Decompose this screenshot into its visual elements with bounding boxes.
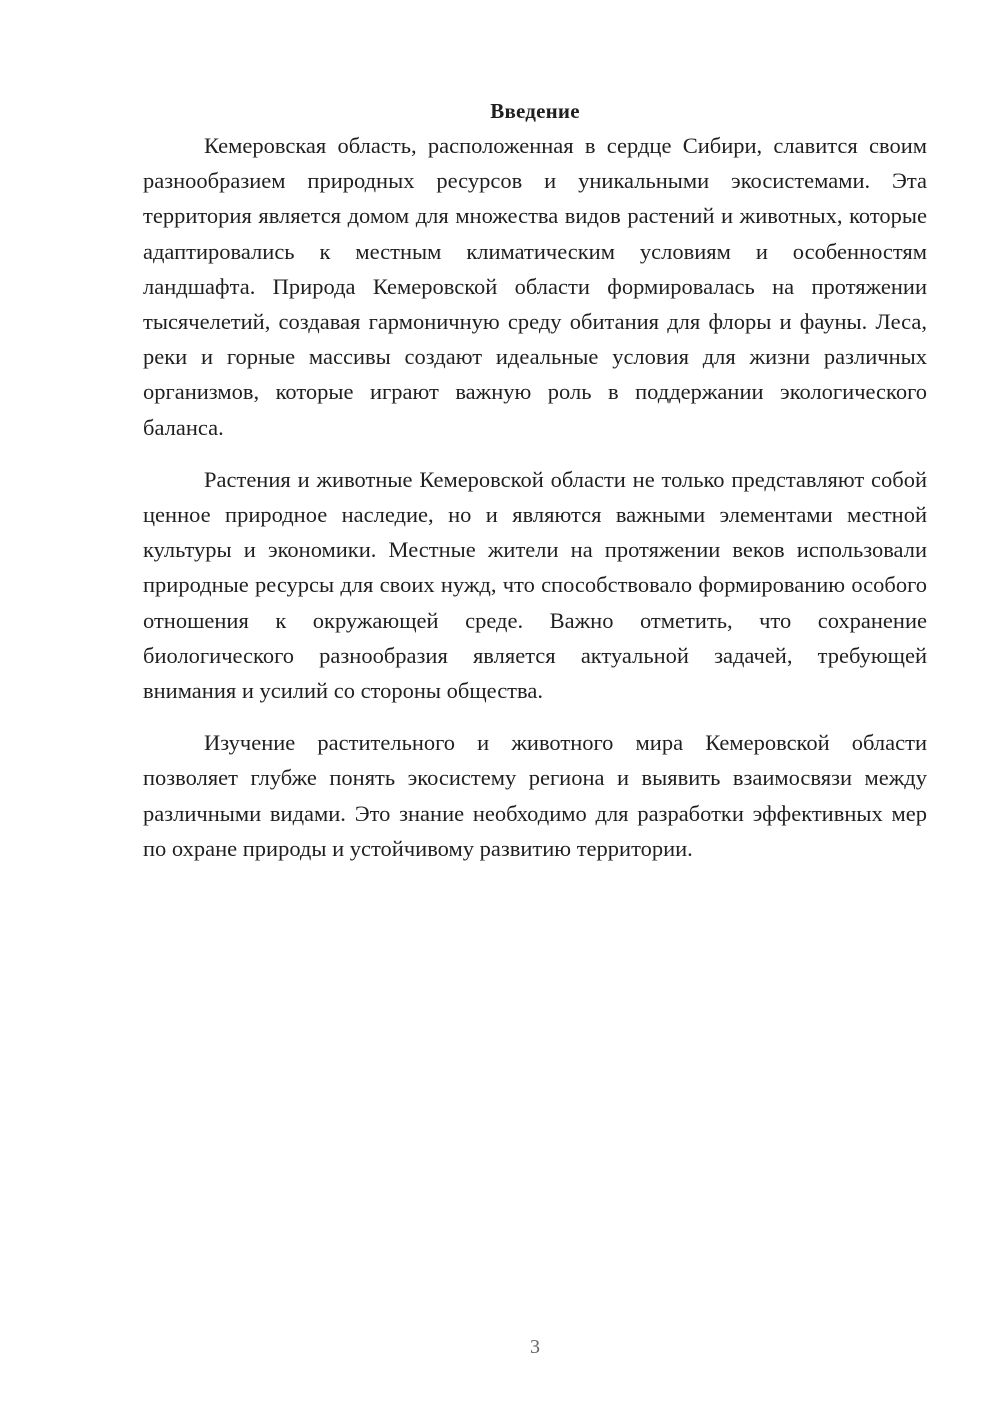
paragraph-2: Растения и животные Кемеровской области не только представляют собой ценное природное наследие, но и являются важными элементами местной культуры и экономики. Местные жители на протяжении веков использовали природные ресурсы для своих нужд, что способствовало формированию особого отношения к окружающей среде. Важно отметить, что сохранение биологического разнообразия является актуальной задачей, требующей внимания и усилий со стороны общества.: [143, 466, 927, 704]
section-heading: Введение: [490, 99, 580, 123]
paragraph-3: Изучение растительного и животного мира Кемеровской области позволяет глубже понять экосистему региона и выявить взаимосвязи между различными видами. Это знание необходимо для разработки эффективных мер по охране природы и устойчивому развитию территории.: [143, 730, 927, 861]
page-content: [143, 96, 927, 883]
paragraph-1: Кемеровская область, расположенная в сердце Сибири, славится своим разнообразием природных ресурсов и уникальными экосистемами. Эта территория является домом для множества видов растений и животных, которые адаптировались к местным климатическим условиям и особенностям ландшафта. Природа Кемеровской области формировалась на протяжении тысячелетий, создавая гармоничную среду обитания для флоры и фауны. Леса, реки и горные массивы создают идеальные условия для жизни различных организмов, которые играют важную роль в поддержании экологического баланса.: [143, 133, 927, 440]
page-number: 3: [530, 1336, 540, 1358]
